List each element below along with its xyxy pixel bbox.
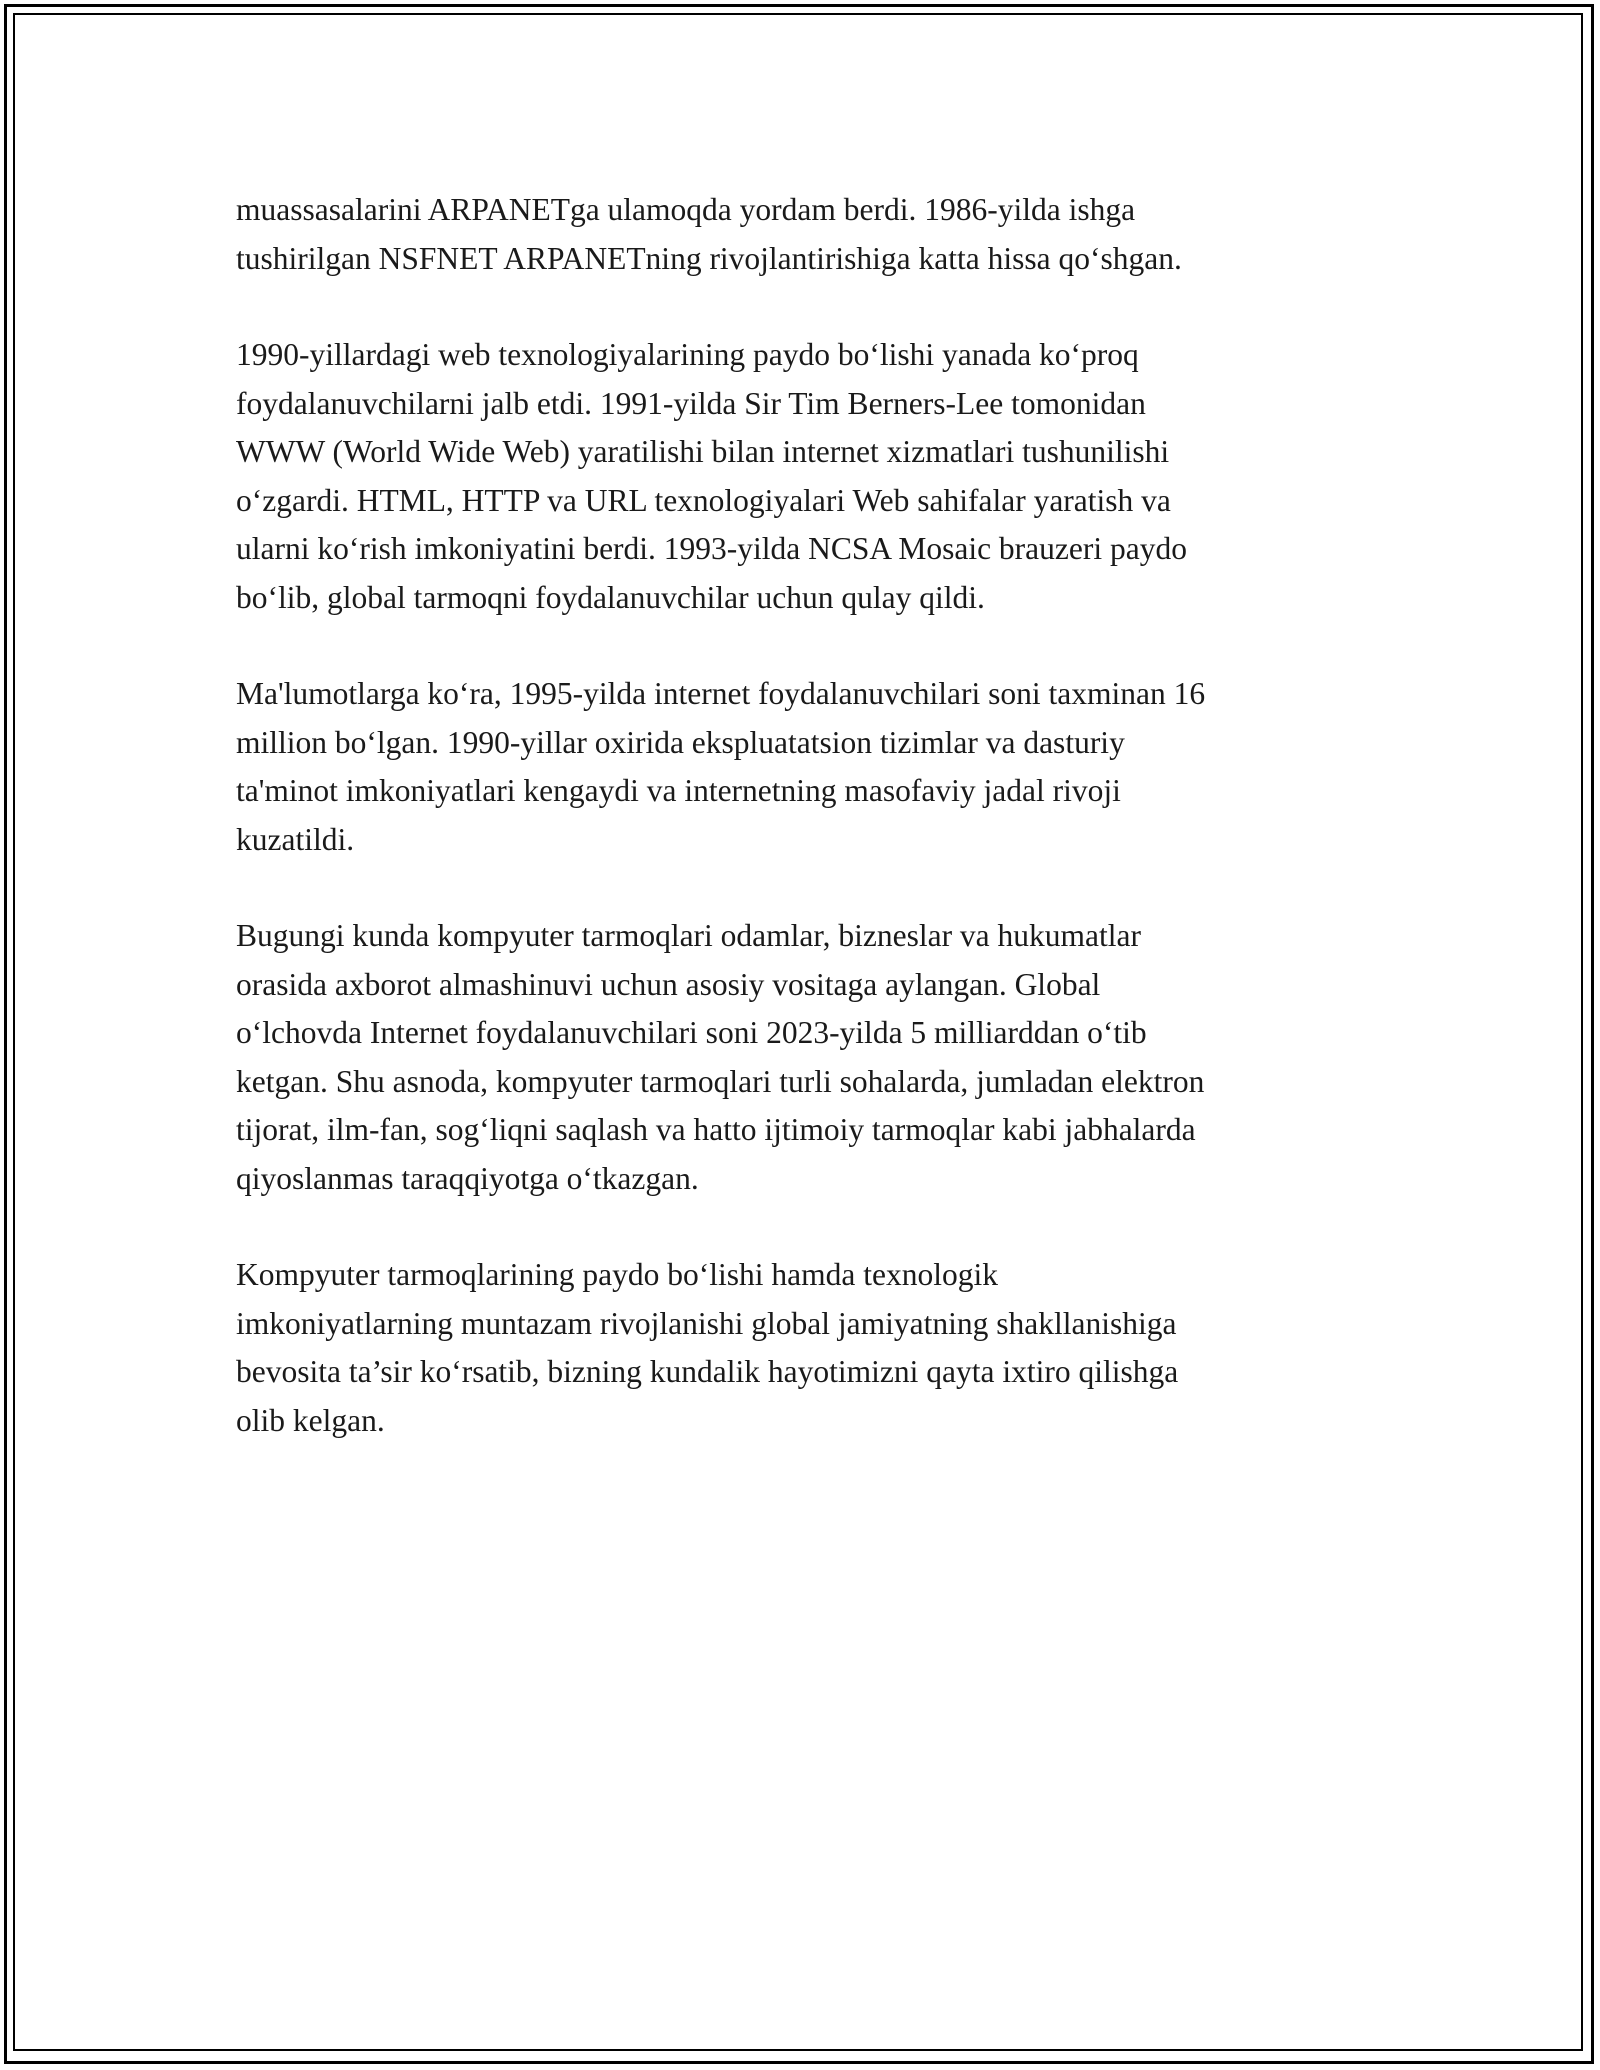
paragraph-internet-users-1995 <box>236 670 1386 864</box>
text-line: WWW (World Wide Web) yaratilishi bilan internet xizmatlari tushunilishi <box>236 434 1170 469</box>
page-content <box>236 186 1386 1493</box>
text-line: bevosita ta’sir ko‘rsatib, bizning kundalik hayotimizni qayta ixtiro qilishga <box>236 1354 1179 1389</box>
text-line: olib kelgan. <box>236 1402 385 1438</box>
text-line: ketgan. Shu asnoda, kompyuter tarmoqlari turli sohalarda, jumladan elektron <box>236 1063 1205 1099</box>
paragraph-web-technologies <box>236 331 1386 622</box>
text-line: Ma'lumotlarga ko‘ra, 1995-yilda internet foydalanuvchilari soni taxminan 16 <box>236 676 1206 711</box>
paragraph-conclusion <box>236 1251 1386 1445</box>
text-line: orasida axborot almashinuvi uchun asosiy vositaga aylangan. Global <box>236 966 1101 1002</box>
text-line: qiyoslanmas taraqqiyotga o‘tkazgan. <box>236 1160 699 1196</box>
text-line: Kompyuter tarmoqlarining paydo bo‘lishi hamda texnologik <box>236 1257 998 1292</box>
text-line: muassasalarini ARPANETga ulamoqda yordam berdi. 1986-yilda ishga <box>236 192 1136 227</box>
text-line: tushirilgan NSFNET ARPANETning rivojlantirishiga katta hissa qo‘shgan. <box>236 240 1182 276</box>
text-line: o‘zgardi. HTML, HTTP va URL texnologiyalari Web sahifalar yaratish va <box>236 482 1171 518</box>
text-line: kuzatildi. <box>236 821 355 857</box>
text-line: tijorat, ilm-fan, sog‘liqni saqlash va hatto ijtimoiy tarmoqlar kabi jabhalarda <box>236 1112 1196 1147</box>
paragraph-networks-today <box>236 912 1386 1203</box>
paragraph-arpanet-nsfnet <box>236 186 1386 283</box>
text-line: 1990-yillardagi web texnologiyalarining paydo bo‘lishi yanada ko‘proq <box>236 337 1139 372</box>
text-line: ularni ko‘rish imkoniyatini berdi. 1993-yilda NCSA Mosaic brauzeri paydo <box>236 531 1187 566</box>
text-line: o‘lchovda Internet foydalanuvchilari soni 2023-yilda 5 milliarddan o‘tib <box>236 1015 1147 1050</box>
text-line: Bugungi kunda kompyuter tarmoqlari odamlar, bizneslar va hukumatlar <box>236 918 1141 953</box>
text-line: foydalanuvchilarni jalb etdi. 1991-yilda Sir Tim Berners-Lee tomonidan <box>236 385 1146 421</box>
text-line: million bo‘lgan. 1990-yillar oxirida ekspluatatsion tizimlar va dasturiy <box>236 724 1125 760</box>
text-line: imkoniyatlarning muntazam rivojlanishi global jamiyatning shakllanishiga <box>236 1305 1177 1341</box>
text-line: bo‘lib, global tarmoqni foydalanuvchilar uchun qulay qildi. <box>236 579 985 615</box>
text-line: ta'minot imkoniyatlari kengaydi va internetning masofaviy jadal rivoji <box>236 773 1121 808</box>
